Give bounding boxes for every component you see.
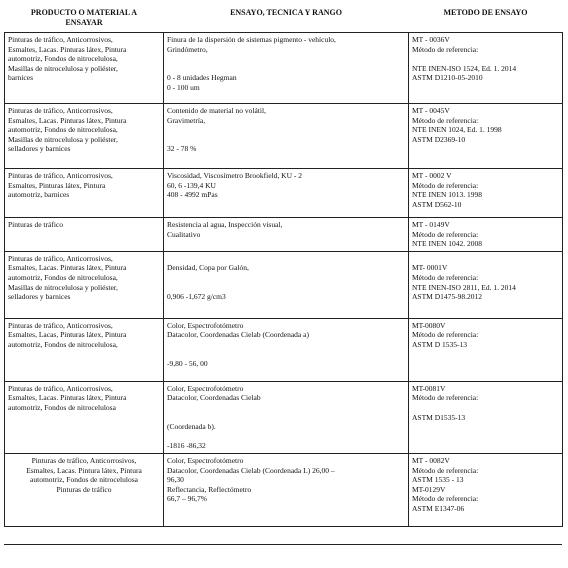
table-header-row [5,6,563,33]
product-cell: Pinturas de tráfico, Anticorrosivos, Esmaltes, Lacas. Pinturas látex, Pintura automotriz, Fondos de nitrocelulosa, Masillas de nitrocelulosa y poliéster, barnices [5,33,164,104]
test-cell: Contenido de material no volátil, Gravimetría, 32 - 78 % [164,104,409,169]
table-row [5,318,563,381]
header-method: METODO DE ENSAYO [409,6,563,33]
table-row [5,169,563,218]
table-row [5,251,563,318]
method-cell: MT- 0001V Método de referencia: NTE INEN-ISO 2811, Ed. 1. 2014 ASTM D1475-98.2012 [409,251,563,318]
product-cell: Pinturas de tráfico, Anticorrosivos, Esmaltes, Lacas. Pinturas látex, Pintura automotriz, Fondos de nitrocelulosa, Masillas de nitrocelulosa y poliéster, selladores y barnices [5,104,164,169]
test-cell: Color, Espectrofotómetro Datacolor, Coordenadas Cielab (Coordenada L) 26,00 – 96,30 Reflectancia, Reflectómetro 66,7 – 96,7% [164,453,409,526]
table-row [5,33,563,104]
method-cell: MT - 0045V Método de referencia: NTE INEN 1024, Ed. 1. 1998 ASTM D2369-10 [409,104,563,169]
test-cell: Color, Espectrofotómetro Datacolor, Coordenadas Cielab (Coordenada a) -9,80 - 56, 00 [164,318,409,381]
product-cell: Pinturas de tráfico, Anticorrosivos, Esmaltes, Lacas. Pinturas látex, Pintura automotriz, Fondos de nitrocelulosa [5,381,164,453]
method-cell: MT - 0149V Método de referencia: NTE INEN 1042. 2008 [409,218,563,252]
table-row [5,104,563,169]
test-cell: Color, Espectrofotómetro Datacolor, Coordenadas Cielab (Coordenada b). -1816 -86,32 [164,381,409,453]
header-product: PRODUCTO O MATERIAL A ENSAYAR [5,6,164,33]
method-cell: MT-0080V Método de referencia: ASTM D 1535-13 [409,318,563,381]
method-cell: MT - 0036V Método de referencia: NTE INEN-ISO 1524, Ed. 1. 2014 ASTM D1210-05-2010 [409,33,563,104]
product-cell: Pinturas de tráfico, Anticorrosivos, Esmaltes, Lacas, Pinturas látex, Pintura automotriz, Fondos de nitrocelulosa, [5,318,164,381]
product-cell: Pinturas de tráfico [5,218,164,252]
table-row [5,453,563,526]
product-cell: Pinturas de tráfico, Anticorrosivos, Esmaltes, Pinturas látex, Pintura automotriz, barnices [5,169,164,218]
table-row [5,218,563,252]
test-cell: Resistencia al agua, Inspección visual, Cualitativo [164,218,409,252]
test-cell: Densidad, Copa por Galón, 0,906 -1,672 g/cm3 [164,251,409,318]
method-cell: MT-0081V Método de referencia: ASTM D1535-13 [409,381,563,453]
accreditation-scope-table [4,6,563,527]
method-cell: MT - 0002 V Método de referencia: NTE INEN 1013. 1998 ASTM D562-10 [409,169,563,218]
page-bottom-rule [4,544,562,545]
test-cell: Finura de la dispersión de sistemas pigmento - vehículo, Grindómetro, 0 - 8 unidades Hegman 0 - 100 um [164,33,409,104]
product-cell: Pinturas de tráfico, Anticorrosivos, Esmaltes, Lacas. Pintura látex, Pintura automotriz, Fondos de nitrocelulosa Pinturas de tráfico [5,453,164,526]
method-cell: MT - 0082V Método de referencia: ASTM 1535 - 13 MT-0129V Método de referencia: ASTM E1347-06 [409,453,563,526]
table-row [5,381,563,453]
test-cell: Viscosidad, Viscosímetro Brookfield, KU - 2 60, 6 -139,4 KU 408 - 4992 mPas [164,169,409,218]
header-test: ENSAYO, TECNICA Y RANGO [164,6,409,33]
product-cell: Pinturas de tráfico, Anticorrosivos, Esmaltes, Lacas. Pinturas látex, Pintura automotriz, Fondos de nitrocelulosa, Masillas de nitrocelulosa y poliéster, selladores y barnices [5,251,164,318]
